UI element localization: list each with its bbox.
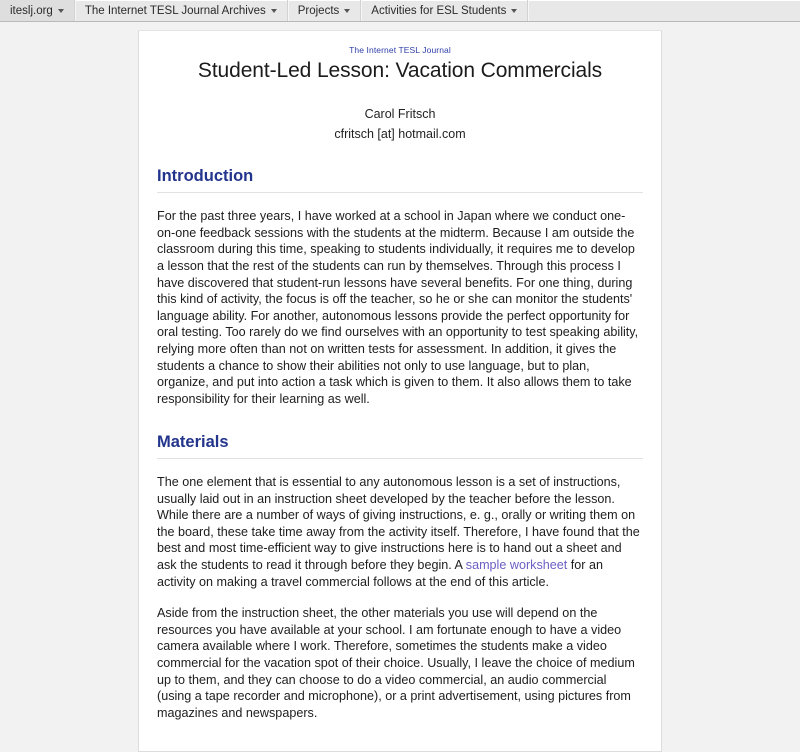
page-title: Student-Led Lesson: Vacation Commercials: [197, 59, 603, 82]
nav-item-label: iteslj.org: [10, 4, 53, 17]
nav-item-archives[interactable]: [75, 0, 288, 21]
materials-paragraph-2: Aside from the instruction sheet, the other materials you use will depend on the resources you have available at your school. I am fortunate enough to have a video camera available where I work. Therefore, sometimes the students make a video commercial for the vacation spot of their choice. Usually, I leave the choice of medium up to them, and they can choose to do a video commercial, an audio commercial (using a tape recorder and microphone), or a print advertisement, using pictures from magazines and newspapers.: [157, 606, 635, 720]
chevron-down-icon: [511, 9, 517, 13]
nav-item-label: The Internet TESL Journal Archives: [84, 4, 266, 17]
page-background: [0, 22, 800, 720]
article-container: [138, 30, 662, 752]
nav-item-iteslj[interactable]: [0, 0, 75, 21]
author-email: cfritsch [at] hotmail.com: [334, 127, 466, 142]
nav-item-label: Activities for ESL Students: [371, 4, 507, 17]
nav-item-projects[interactable]: [288, 0, 362, 21]
navbar-filler: [528, 0, 800, 21]
materials-paragraph-1-text-after: for an activity on making a travel commercial follows at the end of this article.: [157, 558, 603, 589]
nav-item-activities[interactable]: [361, 0, 528, 21]
author-name: Carol Fritsch: [364, 107, 436, 122]
section-heading-introduction: Introduction: [157, 167, 643, 193]
section-heading-materials: Materials: [157, 433, 643, 459]
nav-item-label: Projects: [297, 4, 340, 17]
journal-home-link[interactable]: The Internet TESL Journal: [349, 45, 451, 55]
chevron-down-icon: [344, 9, 350, 13]
materials-paragraph-1: [157, 474, 643, 590]
introduction-paragraph: For the past three years, I have worked at a school in Japan where we conduct one-on-one feedback sessions with the students at the midterm. Because I am outside the classroom during this time, speaking to students individually, it requires me to develop a lesson that the rest of the students can run by themselves. Through this process I have discovered that student-run lessons have several benefits. For one thing, during this kind of activity, the focus is off the teacher, so he or she can monitor the students' language ability. For another, autonomous lessons provide the perfect opportunity for oral testing. Too rarely do we find ourselves with an opportunity to test speaking ability, relying more often than not on written tests for assessment. In addition, it gives the students a chance to show their abilities not only to use language, but to plan, organize, and put into action a task which is given to them. It also allows them to take responsibility for their learning as well.: [157, 209, 639, 406]
chevron-down-icon: [58, 9, 64, 13]
top-navigation-bar: [0, 0, 800, 22]
chevron-down-icon: [271, 9, 277, 13]
sample-worksheet-link[interactable]: sample worksheet: [465, 558, 568, 573]
materials-paragraph-1-text-before: The one element that is essential to any autonomous lesson is a set of instructions, usually laid out in an instruction sheet developed by the teacher before the lesson. While there are a number of ways of giving instructions, e. g., orally or writing them on the board, these take time away from the activity itself. Therefore, I have found that the best and most time-efficient way to give instructions here is to hand out a sheet and ask the students to read it through before they begin. A: [157, 475, 640, 573]
